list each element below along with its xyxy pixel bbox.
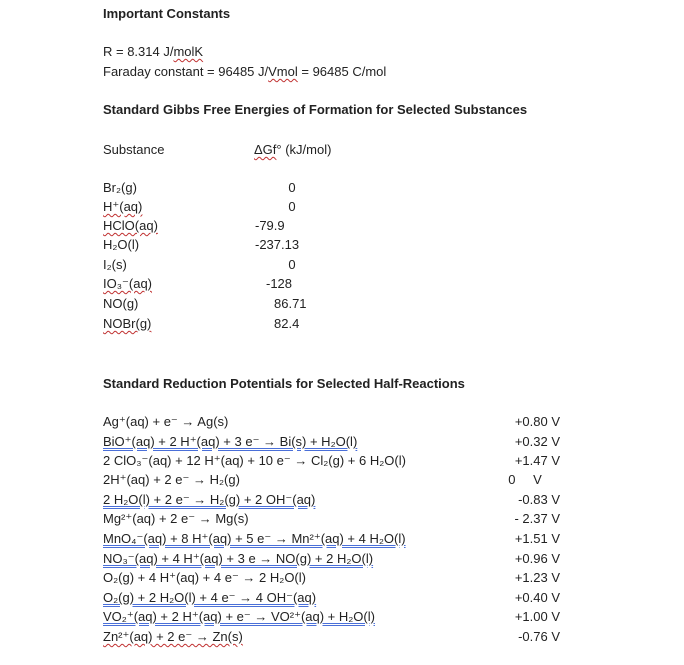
gibbs-substance <box>103 218 158 234</box>
delta-g-column-header <box>254 142 331 158</box>
reduction-heading: Standard Reduction Potentials for Selected Half-Reactions <box>103 376 465 391</box>
reduction-potential: +1.47 V <box>514 453 560 468</box>
half-reaction <box>103 551 373 567</box>
gibbs-substance <box>103 276 152 292</box>
gibbs-value-text: 0 <box>288 199 296 214</box>
reduction-potential: +1.51 V <box>514 531 560 546</box>
gibbs-value: -79.9 <box>255 218 285 233</box>
reduction-potential: +0.80 V <box>514 414 560 429</box>
gibbs-value <box>240 180 320 196</box>
faraday-constant-equivalent: = 96485 C/mol <box>297 64 387 79</box>
half-reaction-text: Zn²⁺(aq) + 2 e⁻ → Zn(s) <box>103 629 243 644</box>
delta-g-units: ° (kJ/mol) <box>276 142 332 157</box>
gibbs-heading: Standard Gibbs Free Energies of Formation for Selected Substances <box>103 102 528 117</box>
gibbs-value: -128 <box>266 276 293 291</box>
half-reaction: 2H⁺(aq) + 2 e⁻ → H₂(g) <box>103 472 240 487</box>
reduction-potential-text: 0 V <box>508 472 542 487</box>
gas-constant-line <box>103 44 203 60</box>
gibbs-value-text: 0 <box>288 257 296 272</box>
gibbs-substance: NO(g) <box>103 296 139 311</box>
half-reaction-text: NO₃⁻(aq) + 4 H⁺(aq) + 3 e → NO(g) + 2 H₂O(l) <box>103 551 374 566</box>
gibbs-substance: H₂O(l) <box>103 237 140 252</box>
half-reaction: Mg²⁺(aq) + 2 e⁻ → Mg(s) <box>103 511 249 526</box>
gibbs-substance <box>103 316 151 332</box>
half-reaction <box>103 629 243 645</box>
half-reaction <box>103 590 316 606</box>
half-reaction <box>103 609 375 625</box>
reduction-potential: +1.00 V <box>514 609 560 624</box>
reduction-potential: +0.40 V <box>514 590 560 605</box>
reduction-potential <box>480 472 560 488</box>
substance-column-header: Substance <box>103 142 165 157</box>
gibbs-substance <box>103 199 142 215</box>
reduction-potential: - 2.37 V <box>514 511 560 526</box>
gibbs-substance-text: H⁺(aq) <box>103 199 143 214</box>
half-reaction-text: 2 H₂O(l) + 2 e⁻ → H₂(g) + 2 OH⁻(aq) <box>103 492 316 507</box>
half-reaction-text: O₂(g) + 2 H₂O(l) + 4 e⁻ → 4 OH⁻(aq) <box>103 590 317 605</box>
constants-heading: Important Constants <box>103 6 231 21</box>
half-reaction-text: MnO₄⁻(aq) + 8 H⁺(aq) + 5 e⁻ → Mn²⁺(aq) + 4 H₂O(l) <box>103 531 406 546</box>
gibbs-value <box>240 199 320 215</box>
half-reaction: Ag⁺(aq) + e⁻ → Ag(s) <box>103 414 229 429</box>
gibbs-substance-text: HClO(aq) <box>103 218 158 233</box>
half-reaction: O₂(g) + 4 H⁺(aq) + 4 e⁻ → 2 H₂O(l) <box>103 570 306 585</box>
gibbs-substance: I₂(s) <box>103 257 127 272</box>
half-reaction <box>103 434 357 450</box>
gibbs-value: -237.13 <box>255 237 300 252</box>
gibbs-value <box>240 257 320 273</box>
reduction-potential: +0.96 V <box>514 551 560 566</box>
delta-g-symbol: ΔGf <box>254 142 277 157</box>
gibbs-value-text: 0 <box>288 180 296 195</box>
reduction-potential: -0.76 V <box>518 629 560 644</box>
half-reaction-text: VO₂⁺(aq) + 2 H⁺(aq) + e⁻ → VO²⁺(aq) + H₂O(l) <box>103 609 375 624</box>
half-reaction <box>103 492 315 508</box>
half-reaction <box>103 531 406 547</box>
gas-constant-unit: molK <box>173 44 204 59</box>
half-reaction-text: BiO⁺(aq) + 2 H⁺(aq) + 3 e⁻ → Bi(s) + H₂O(l) <box>103 434 358 449</box>
reduction-potential: +0.32 V <box>514 434 560 449</box>
gibbs-value: 86.71 <box>274 296 307 311</box>
gibbs-substance-text: NOBr(g) <box>103 316 152 331</box>
reduction-potential: +1.23 V <box>514 570 560 585</box>
gibbs-value: 82.4 <box>274 316 300 331</box>
half-reaction: 2 ClO₃⁻(aq) + 12 H⁺(aq) + 10 e⁻ → Cl₂(g) + 6 H₂O(l) <box>103 453 406 468</box>
reduction-potential: -0.83 V <box>518 492 560 507</box>
faraday-constant-line <box>103 64 386 80</box>
gibbs-substance: Br₂(g) <box>103 180 137 195</box>
faraday-constant-text: Faraday constant = 96485 J/ <box>103 64 269 79</box>
gas-constant-text: R = 8.314 J/ <box>103 44 174 59</box>
gibbs-substance-text: IO₃⁻(aq) <box>103 276 152 291</box>
faraday-constant-unit: Vmol <box>268 64 298 79</box>
